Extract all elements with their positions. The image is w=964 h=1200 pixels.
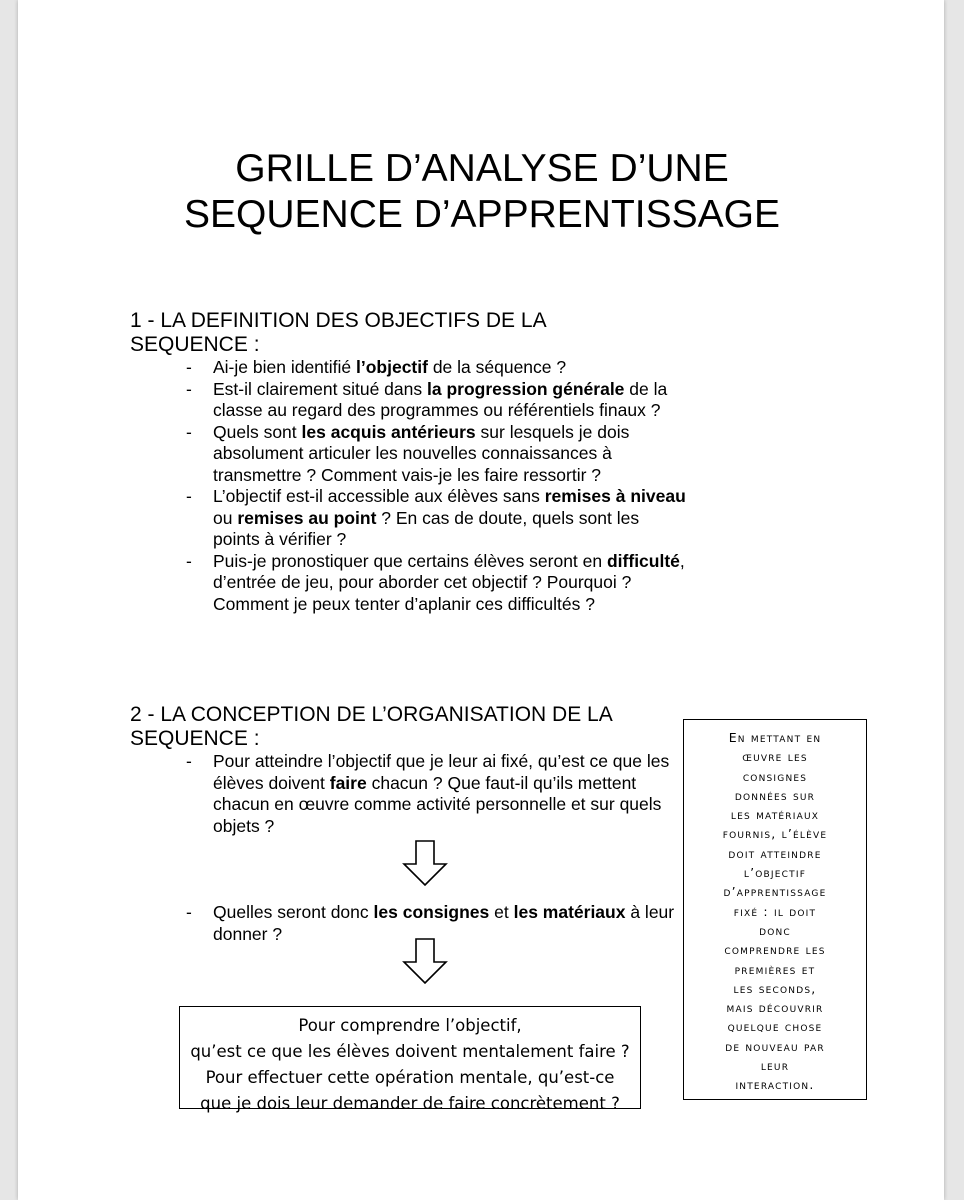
note-line: donc [759,922,791,938]
note-line: leur [760,1058,790,1074]
note-line: fournis, l’élève [722,826,828,842]
emphasis: remises au point [237,507,377,528]
list-item: - Est-il clairement situé dans la progression générale de la classe au regard des programmes ou référentiels finaux ? [186,379,686,422]
note-line: fixé : il doit [733,903,817,919]
box-line: Pour comprendre l’objectif, [298,1016,522,1035]
box-line: Pour effectuer cette opération mentale, qu’est-ce [205,1068,615,1087]
list-item: - Puis-je pronostiquer que certains élèves seront en difficulté, d’entrée de jeu, pour aborder cet objectif ? Pourquoi ? Comment je peux tenter d’aplanir ces difficultés ? [186,551,686,616]
title-line: SEQUENCE D’APPRENTISSAGE [184,193,780,236]
heading-line: SEQUENCE : [130,727,260,750]
note-line: interaction. [735,1077,815,1093]
note-line: les matériaux [730,807,820,823]
document-title [0,146,964,238]
list-item: - Ai-je bien identifié l’objectif de la séquence ? [186,357,686,379]
section-2-heading [130,703,613,751]
question-box [179,1006,641,1113]
note-line: comprendre les [724,942,826,958]
note-line: l’objectif [743,865,807,881]
box-line: que je dois leur demander de faire concrètement ? [200,1094,620,1113]
section-1-list [186,357,686,615]
note-line: doit atteindre [728,845,822,861]
emphasis: les matériaux [513,902,626,922]
down-arrow-icon [402,938,448,984]
note-line: données sur [734,787,816,803]
section-2-list-a [186,751,686,837]
emphasis: les consignes [373,902,490,922]
emphasis: faire [329,772,367,793]
note-line: premières et [734,961,816,977]
list-item: - Quelles seront donc les consignes et les matériaux à leur donner ? [186,902,686,945]
side-note-box [683,719,867,1100]
title-line: GRILLE D’ANALYSE D’UNE [235,147,729,190]
list-item: - Quels sont les acquis antérieurs sur lesquels je dois absolument articuler les nouvelles connaissances à transmettre ? Comment vais-je les faire ressortir ? [186,422,686,487]
emphasis: difficulté [606,550,680,571]
emphasis: la progression générale [426,378,625,399]
down-arrow-icon [402,840,448,886]
note-line: les seconds, [733,980,817,996]
note-line: de nouveau par [725,1038,825,1054]
note-line: En mettant en [728,730,822,745]
list-item: - L’objectif est-il accessible aux élèves sans remises à niveau ou remises au point ? En cas de doute, quels sont les points à vérifier ? [186,486,686,551]
note-line: quelque chose [727,1019,823,1035]
emphasis: remises à niveau [544,486,686,506]
list-item: - Pour atteindre l’objectif que je leur ai fixé, qu’est ce que les élèves doivent faire chacun ? Que faut-il qu’ils mettent chacun en œuvre comme activité personnelle et sur quels objets ? [186,751,686,837]
heading-line: SEQUENCE : [130,333,260,356]
box-line: qu’est ce que les élèves doivent mentalement faire ? [190,1042,630,1061]
heading-line: 1 - LA DEFINITION DES OBJECTIFS DE LA [130,309,547,332]
heading-line: 2 - LA CONCEPTION DE L’ORGANISATION DE LA [130,703,613,726]
section-1-heading [130,309,547,357]
note-line: d’apprentissage [723,884,827,900]
note-line: consignes [742,768,808,784]
emphasis: l’objectif [356,357,428,377]
note-line: mais découvrir [726,1000,824,1016]
note-line: œuvre les [742,749,808,765]
emphasis: les acquis antérieurs [301,421,476,442]
